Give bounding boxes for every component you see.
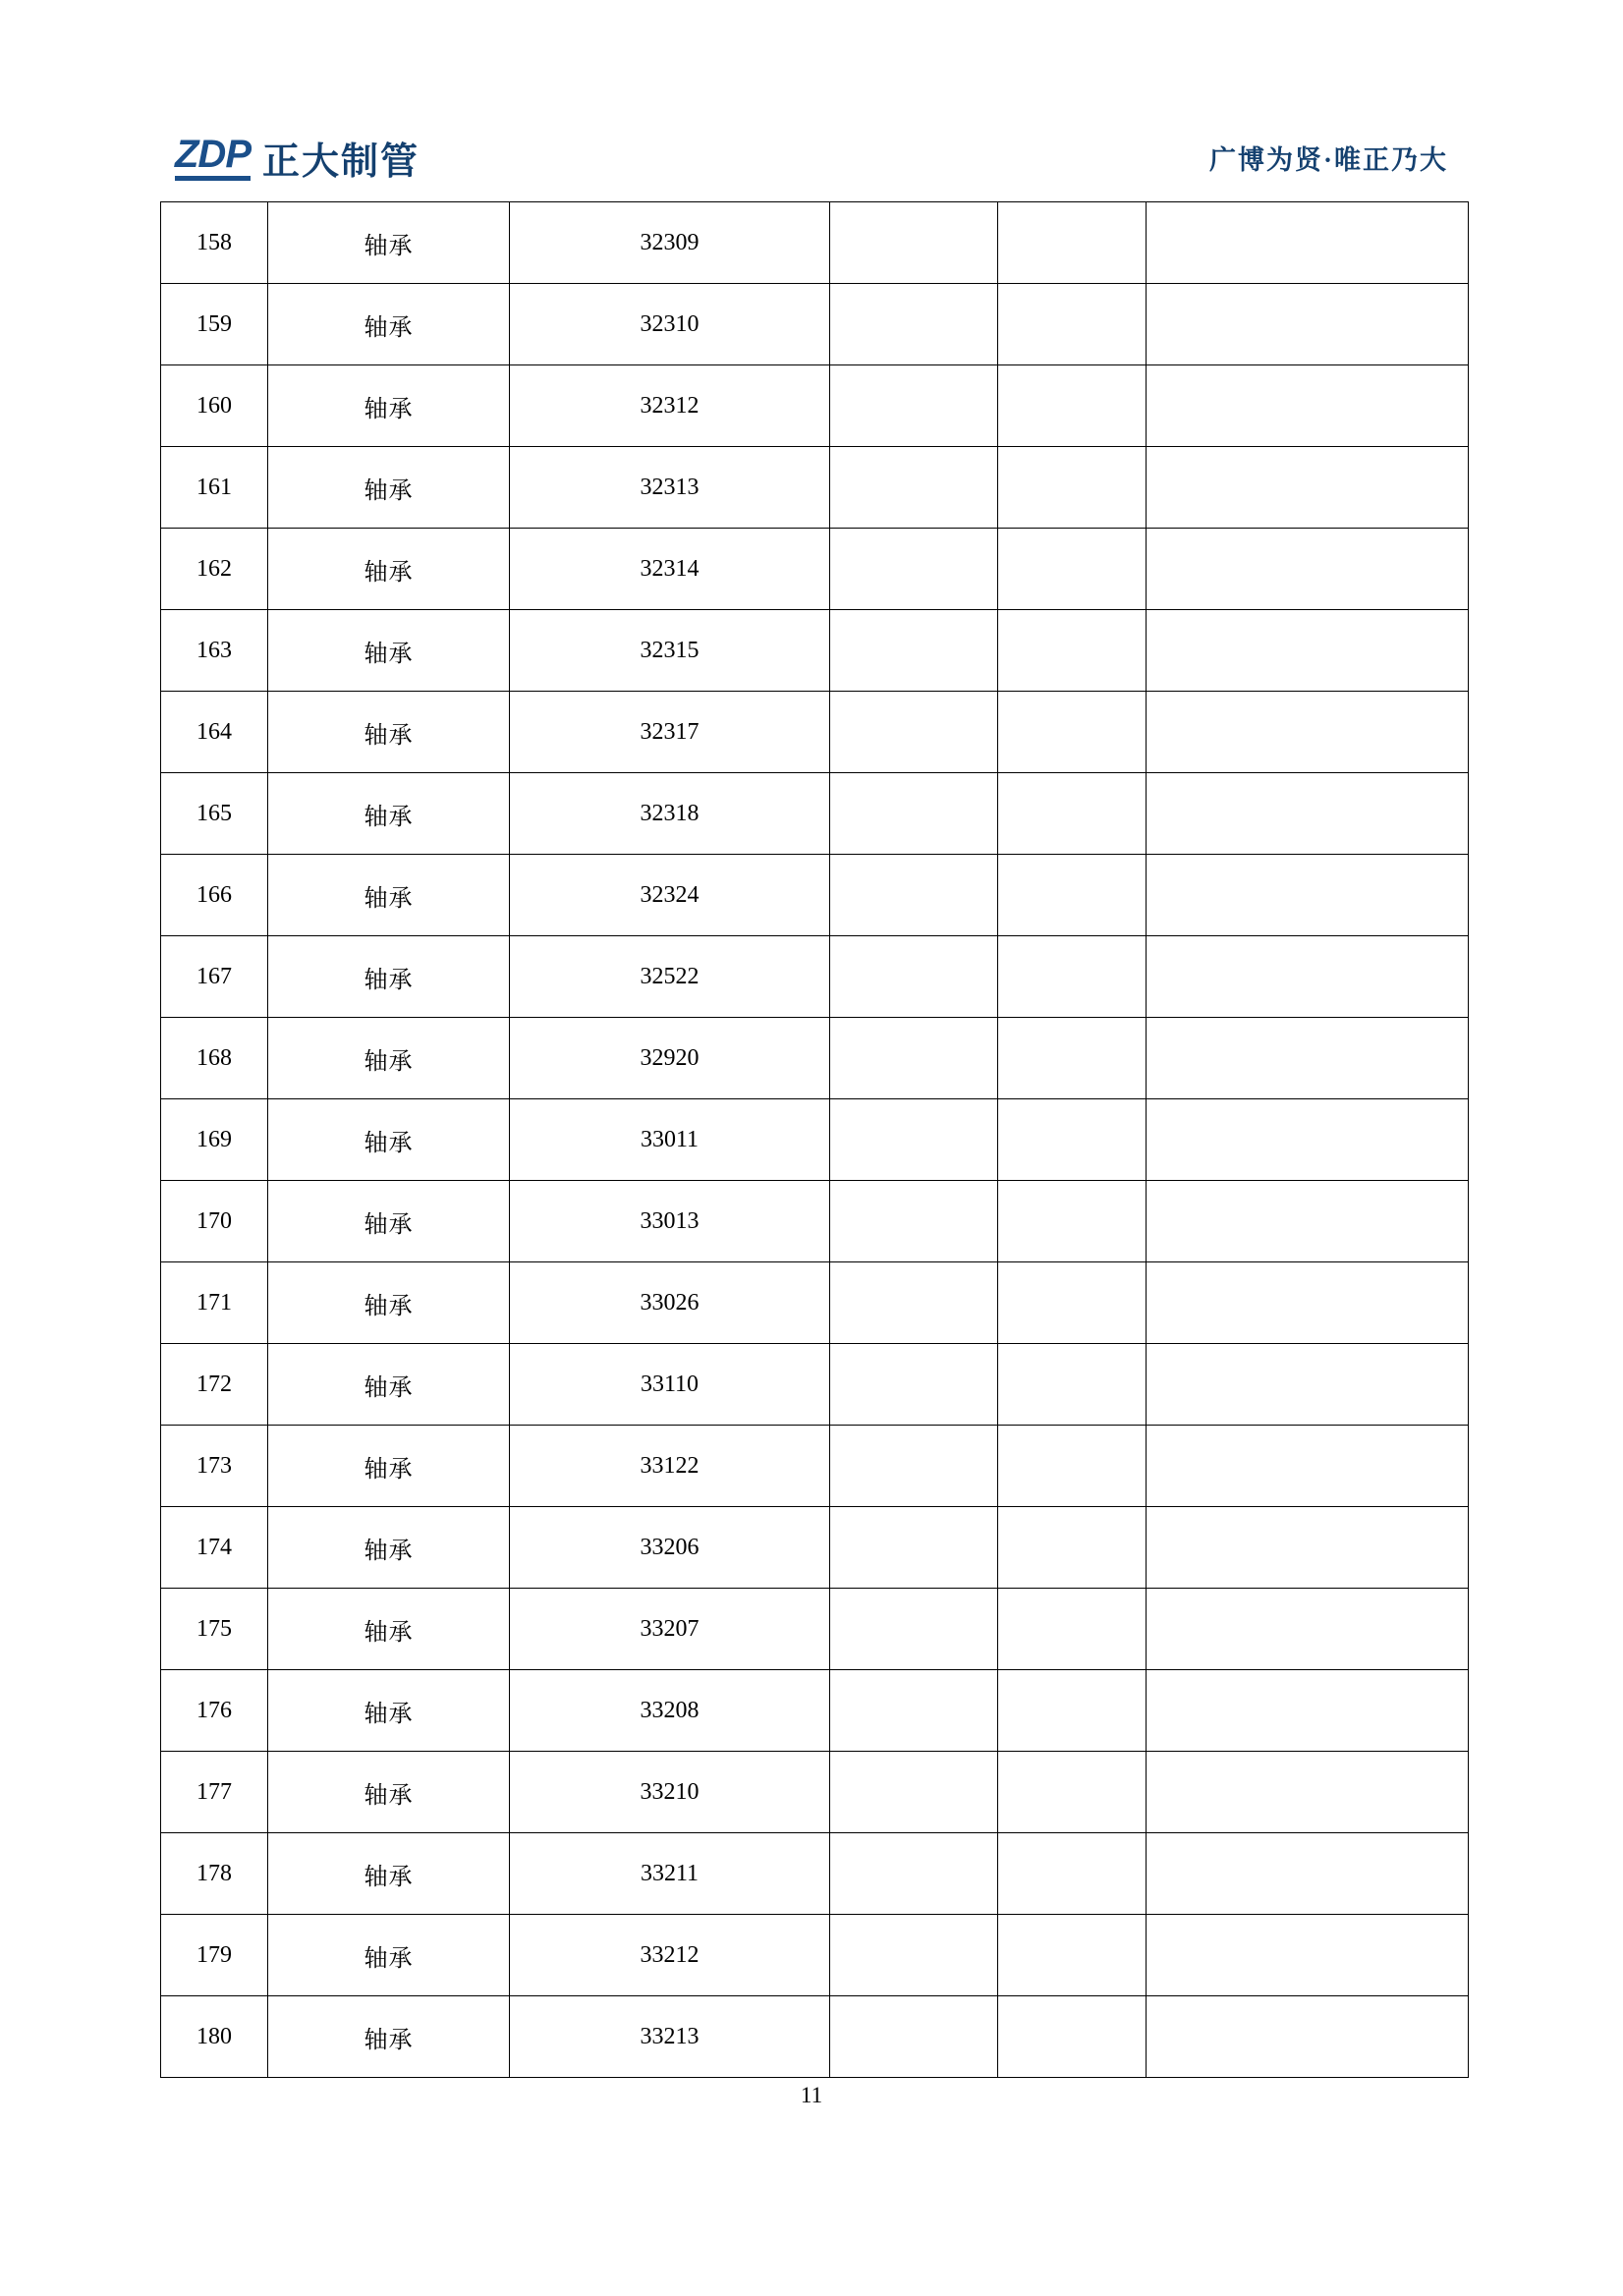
cell-unit (830, 610, 998, 692)
cell-qty (998, 610, 1147, 692)
cell-unit (830, 1018, 998, 1099)
table-row (161, 1018, 1469, 1099)
cell-qty (998, 1426, 1147, 1507)
cell-note (1147, 1670, 1469, 1752)
cell-no: 169 (161, 1099, 268, 1181)
cell-unit (830, 447, 998, 529)
cell-no: 160 (161, 365, 268, 447)
cell-no: 178 (161, 1833, 268, 1915)
cell-note (1147, 202, 1469, 284)
cell-note (1147, 1752, 1469, 1833)
cell-model: 33013 (510, 1181, 830, 1262)
cell-note (1147, 773, 1469, 855)
cell-no: 165 (161, 773, 268, 855)
cell-note (1147, 1262, 1469, 1344)
table-row (161, 936, 1469, 1018)
cell-qty (998, 202, 1147, 284)
cell-model: 32309 (510, 202, 830, 284)
page-header (175, 126, 1448, 189)
cell-name: 轴承 (268, 610, 510, 692)
cell-model: 32312 (510, 365, 830, 447)
cell-no: 163 (161, 610, 268, 692)
cell-model: 32522 (510, 936, 830, 1018)
cell-model: 33213 (510, 1996, 830, 2078)
table-row (161, 1344, 1469, 1426)
cell-name: 轴承 (268, 936, 510, 1018)
cell-unit (830, 1996, 998, 2078)
cell-name: 轴承 (268, 1915, 510, 1996)
cell-qty (998, 1915, 1147, 1996)
cell-name: 轴承 (268, 1181, 510, 1262)
cell-qty (998, 365, 1147, 447)
cell-name: 轴承 (268, 365, 510, 447)
cell-name: 轴承 (268, 529, 510, 610)
cell-no: 179 (161, 1915, 268, 1996)
cell-no: 177 (161, 1752, 268, 1833)
cell-no: 161 (161, 447, 268, 529)
cell-note (1147, 1181, 1469, 1262)
cell-model: 33110 (510, 1344, 830, 1426)
cell-no: 170 (161, 1181, 268, 1262)
cell-note (1147, 365, 1469, 447)
cell-model: 33011 (510, 1099, 830, 1181)
cell-model: 32317 (510, 692, 830, 773)
cell-no: 166 (161, 855, 268, 936)
cell-model: 33206 (510, 1507, 830, 1589)
cell-qty (998, 1262, 1147, 1344)
cell-unit (830, 1344, 998, 1426)
table-row (161, 1915, 1469, 1996)
cell-name: 轴承 (268, 1589, 510, 1670)
cell-unit (830, 1752, 998, 1833)
company-logo (175, 131, 420, 185)
cell-qty (998, 1018, 1147, 1099)
cell-qty (998, 447, 1147, 529)
cell-model: 33210 (510, 1752, 830, 1833)
cell-qty (998, 1099, 1147, 1181)
cell-no: 158 (161, 202, 268, 284)
table-row (161, 365, 1469, 447)
cell-qty (998, 773, 1147, 855)
table-row (161, 610, 1469, 692)
cell-qty (998, 1670, 1147, 1752)
cell-no: 162 (161, 529, 268, 610)
cell-note (1147, 1507, 1469, 1589)
cell-qty (998, 692, 1147, 773)
cell-unit (830, 365, 998, 447)
cell-no: 173 (161, 1426, 268, 1507)
cell-no: 171 (161, 1262, 268, 1344)
table-row (161, 1262, 1469, 1344)
cell-qty (998, 1752, 1147, 1833)
cell-note (1147, 284, 1469, 365)
cell-unit (830, 1262, 998, 1344)
company-slogan: 广博为贤·唯正乃大 (1208, 144, 1448, 175)
cell-name: 轴承 (268, 855, 510, 936)
cell-name: 轴承 (268, 692, 510, 773)
cell-name: 轴承 (268, 773, 510, 855)
cell-model: 32314 (510, 529, 830, 610)
parts-table-container (160, 201, 1462, 2078)
cell-no: 164 (161, 692, 268, 773)
cell-model: 33207 (510, 1589, 830, 1670)
cell-unit (830, 1833, 998, 1915)
table-row (161, 447, 1469, 529)
cell-model: 32310 (510, 284, 830, 365)
cell-model: 33026 (510, 1262, 830, 1344)
cell-note (1147, 1344, 1469, 1426)
cell-model: 33122 (510, 1426, 830, 1507)
logo-mark-icon (175, 133, 251, 183)
cell-no: 180 (161, 1996, 268, 2078)
table-row (161, 1181, 1469, 1262)
cell-name: 轴承 (268, 1426, 510, 1507)
cell-no: 175 (161, 1589, 268, 1670)
cell-unit (830, 855, 998, 936)
cell-name: 轴承 (268, 1507, 510, 1589)
table-row (161, 1833, 1469, 1915)
cell-name: 轴承 (268, 1344, 510, 1426)
cell-unit (830, 284, 998, 365)
table-row (161, 1752, 1469, 1833)
cell-qty (998, 1589, 1147, 1670)
cell-unit (830, 1099, 998, 1181)
cell-model: 33211 (510, 1833, 830, 1915)
cell-model: 32313 (510, 447, 830, 529)
table-row (161, 855, 1469, 936)
cell-name: 轴承 (268, 1752, 510, 1833)
parts-table (160, 201, 1469, 2078)
cell-no: 168 (161, 1018, 268, 1099)
table-row (161, 202, 1469, 284)
cell-note (1147, 1589, 1469, 1670)
cell-qty (998, 1996, 1147, 2078)
cell-unit (830, 529, 998, 610)
cell-qty (998, 529, 1147, 610)
cell-unit (830, 1181, 998, 1262)
cell-note (1147, 692, 1469, 773)
cell-name: 轴承 (268, 1262, 510, 1344)
table-row (161, 1099, 1469, 1181)
cell-note (1147, 936, 1469, 1018)
cell-qty (998, 284, 1147, 365)
cell-unit (830, 1670, 998, 1752)
cell-name: 轴承 (268, 202, 510, 284)
cell-unit (830, 1589, 998, 1670)
cell-name: 轴承 (268, 1996, 510, 2078)
cell-qty (998, 1833, 1147, 1915)
cell-unit (830, 1426, 998, 1507)
table-row (161, 692, 1469, 773)
cell-unit (830, 936, 998, 1018)
cell-unit (830, 202, 998, 284)
cell-qty (998, 1344, 1147, 1426)
cell-no: 172 (161, 1344, 268, 1426)
cell-model: 33208 (510, 1670, 830, 1752)
cell-no: 167 (161, 936, 268, 1018)
cell-model: 32315 (510, 610, 830, 692)
page-number: 11 (800, 2083, 823, 2107)
table-row (161, 1670, 1469, 1752)
logo-mark-text: ZDP (175, 135, 251, 181)
cell-name: 轴承 (268, 447, 510, 529)
cell-qty (998, 1507, 1147, 1589)
cell-note (1147, 1915, 1469, 1996)
cell-model: 32920 (510, 1018, 830, 1099)
cell-qty (998, 1181, 1147, 1262)
cell-no: 174 (161, 1507, 268, 1589)
table-row (161, 529, 1469, 610)
cell-no: 159 (161, 284, 268, 365)
table-row (161, 773, 1469, 855)
table-row (161, 1426, 1469, 1507)
table-row (161, 1996, 1469, 2078)
cell-model: 32324 (510, 855, 830, 936)
cell-note (1147, 610, 1469, 692)
cell-note (1147, 447, 1469, 529)
cell-note (1147, 1426, 1469, 1507)
parts-table-body (161, 202, 1469, 2078)
cell-model: 32318 (510, 773, 830, 855)
company-name: 正大制管 (262, 140, 420, 183)
cell-model: 33212 (510, 1915, 830, 1996)
cell-name: 轴承 (268, 1018, 510, 1099)
cell-unit (830, 1507, 998, 1589)
cell-unit (830, 773, 998, 855)
cell-name: 轴承 (268, 1099, 510, 1181)
cell-unit (830, 692, 998, 773)
cell-qty (998, 936, 1147, 1018)
table-row (161, 284, 1469, 365)
cell-note (1147, 1099, 1469, 1181)
cell-qty (998, 855, 1147, 936)
cell-unit (830, 1915, 998, 1996)
cell-note (1147, 529, 1469, 610)
table-row (161, 1589, 1469, 1670)
cell-name: 轴承 (268, 1833, 510, 1915)
cell-name: 轴承 (268, 1670, 510, 1752)
cell-note (1147, 855, 1469, 936)
cell-note (1147, 1833, 1469, 1915)
table-row (161, 1507, 1469, 1589)
cell-note (1147, 1018, 1469, 1099)
cell-note (1147, 1996, 1469, 2078)
cell-name: 轴承 (268, 284, 510, 365)
cell-no: 176 (161, 1670, 268, 1752)
